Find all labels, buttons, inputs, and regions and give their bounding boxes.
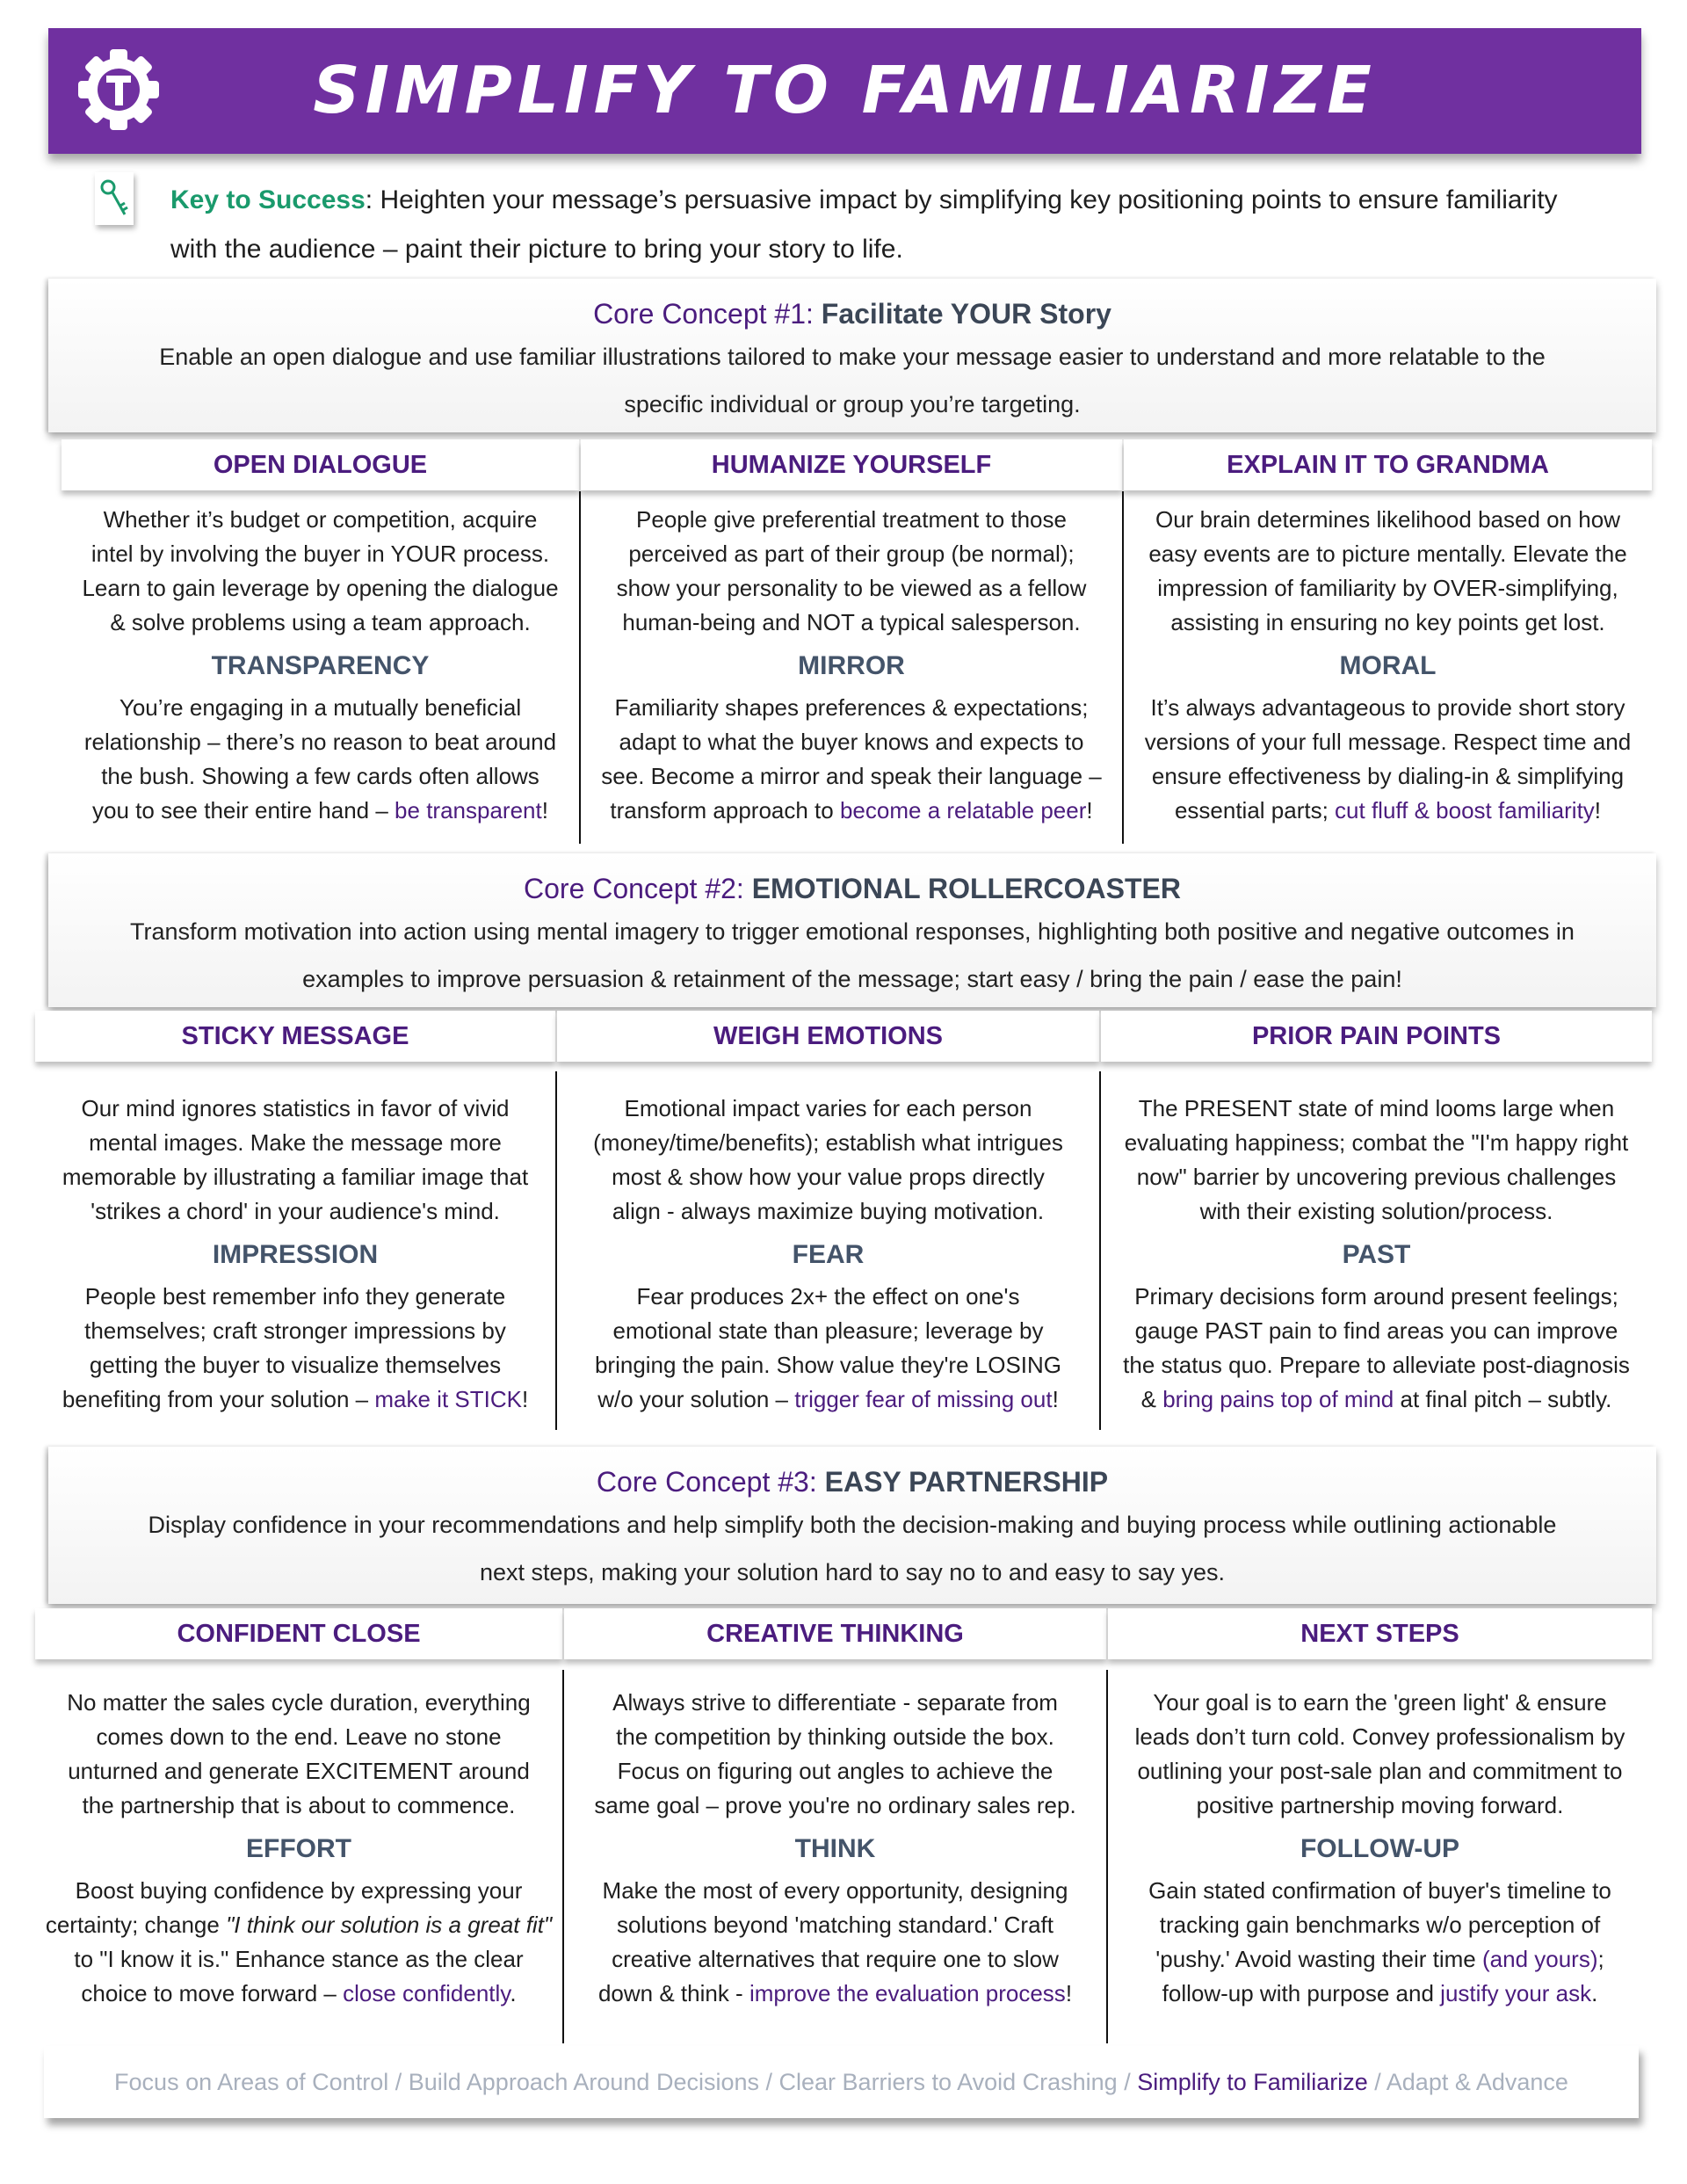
column-subheading: MIRROR	[798, 651, 905, 680]
text-line	[559, 1720, 1111, 1754]
column-heading: NEXT STEPS	[1108, 1608, 1652, 1659]
text-segment: you to see their entire hand –	[92, 797, 395, 824]
text-line	[1103, 1720, 1657, 1754]
column-divider	[1122, 491, 1124, 844]
text-line	[30, 1280, 561, 1314]
text-line	[1103, 1908, 1657, 1942]
text-line	[1119, 606, 1657, 640]
column-heading: STICKY MESSAGE	[35, 1011, 555, 1062]
highlight-text: become a relatable peer	[839, 797, 1087, 824]
text-segment: solutions beyond 'matching standard.' Craft	[617, 1912, 1053, 1938]
column-heading: CONFIDENT CLOSE	[35, 1608, 562, 1659]
text-segment: perceived as part of their group (be normal);	[628, 541, 1075, 567]
italic-text: "I think our solution is a great fit"	[226, 1912, 553, 1938]
text-line	[56, 691, 584, 725]
concept-number: Core Concept #3:	[596, 1466, 825, 1498]
text-line	[30, 1382, 561, 1417]
text-segment: relationship – there’s no reason to beat around	[83, 729, 557, 755]
column-divider	[562, 1670, 564, 2043]
text-segment: emotional state than pleasure; leverage by	[612, 1317, 1044, 1344]
highlight-text: be transparent	[395, 797, 542, 824]
concept-number: Core Concept #2:	[524, 873, 752, 904]
text-segment: Our brain determines likelihood based on how	[1155, 506, 1620, 533]
key-text: : Heighten your message’s persuasive impact by simplifying key positioning points to ensure familiarity with the audience – paint their picture to bring your story to life.	[170, 185, 1558, 264]
text-segment: the bush. Showing a few cards often allows	[101, 763, 539, 789]
column-subheading: THINK	[794, 1834, 876, 1863]
highlight-text: improve the evaluation process	[749, 1980, 1066, 2006]
text-segment: transform approach to	[610, 797, 840, 824]
text-line	[576, 537, 1127, 571]
core-concept-3	[48, 1447, 1656, 1604]
text-segment: Whether it’s budget or competition, acquire	[103, 506, 538, 533]
text-line	[1119, 691, 1657, 725]
key-to-success	[170, 176, 1594, 274]
text-line	[1096, 1126, 1657, 1160]
column-heading: CREATIVE THINKING	[564, 1608, 1106, 1659]
text-line	[552, 1126, 1104, 1160]
column-divider	[1106, 1670, 1108, 2043]
text-line	[1119, 794, 1657, 828]
text-line	[552, 1280, 1104, 1314]
text-line	[559, 1754, 1111, 1789]
text-line	[1119, 725, 1657, 759]
text-line	[1103, 1874, 1657, 1908]
text-segment: same goal – prove you're no ordinary sales rep.	[594, 1792, 1076, 1818]
column-subheading: FOLLOW-UP	[1300, 1834, 1460, 1863]
text-segment: assisting in ensuring no key points get lost.	[1170, 609, 1605, 635]
concept-description: Display confidence in your recommendations and help simplify both the decision-making and buying process while outlining actionable	[148, 1512, 1557, 1538]
footer-item[interactable]: Adapt & Advance	[1386, 2069, 1568, 2095]
text-segment: gauge PAST pain to find areas you can improve	[1134, 1317, 1618, 1344]
text-segment: the status quo. Prepare to alleviate post-diagnosis	[1123, 1352, 1630, 1378]
text-segment: ensure effectiveness by dialing-in & simplifying	[1151, 763, 1625, 789]
text-segment: creative alternatives that require one to slow	[612, 1946, 1059, 1972]
text-segment: !	[1086, 797, 1093, 824]
column-content	[1096, 1092, 1657, 1417]
text-line	[30, 1686, 568, 1720]
text-segment: Familiarity shapes preferences & expectations;	[614, 694, 1089, 721]
text-segment: show your personality to be viewed as a fellow	[616, 575, 1087, 601]
highlight-text: (and yours)	[1481, 1946, 1598, 1972]
text-line	[1119, 537, 1657, 571]
concept-name: EMOTIONAL ROLLERCOASTER	[751, 873, 1181, 904]
text-segment: The PRESENT state of mind looms large when	[1138, 1095, 1615, 1121]
core-concept-2	[48, 853, 1656, 1007]
text-segment: Our mind ignores statistics in favor of vivid	[81, 1095, 510, 1121]
text-segment: benefiting from your solution –	[62, 1386, 375, 1412]
text-segment: most & show how your value props directly	[612, 1164, 1045, 1190]
column-divider	[579, 491, 581, 844]
text-line	[1103, 1977, 1657, 2011]
concept-title	[48, 1462, 1656, 1501]
concept-description: specific individual or group you’re targeting.	[624, 391, 1081, 417]
text-line	[576, 606, 1127, 640]
highlight-text: justify your ask	[1440, 1980, 1592, 2006]
highlight-text: close confidently	[343, 1980, 510, 2006]
footer-separator: /	[1367, 2069, 1387, 2095]
text-segment: essential parts;	[1174, 797, 1336, 824]
column-subheading: TRANSPARENCY	[211, 651, 430, 680]
text-segment: adapt to what the buyer knows and expects to	[619, 729, 1084, 755]
text-segment: &	[1140, 1386, 1163, 1412]
text-line	[559, 1874, 1111, 1908]
text-segment: !	[1594, 797, 1602, 824]
text-line	[552, 1314, 1104, 1348]
text-segment: align - always maximize buying motivation.	[612, 1198, 1045, 1224]
concept-name: EASY PARTNERSHIP	[824, 1466, 1109, 1498]
column-content	[1103, 1686, 1657, 2011]
text-segment: now" barrier by uncovering previous challenges	[1136, 1164, 1617, 1190]
footer-item[interactable]: Focus on Areas of Control	[114, 2069, 389, 2095]
text-line	[552, 1092, 1104, 1126]
text-line	[552, 1382, 1104, 1417]
text-line	[56, 794, 584, 828]
text-line	[559, 1908, 1111, 1942]
column-divider	[555, 1071, 557, 1430]
text-segment: themselves; craft stronger impressions by	[84, 1317, 506, 1344]
key-icon	[95, 172, 134, 225]
core-concept-1	[48, 279, 1656, 432]
concept-name: Facilitate YOUR Story	[821, 298, 1111, 330]
text-line	[56, 537, 584, 571]
text-line	[1119, 503, 1657, 537]
text-line	[1103, 1686, 1657, 1720]
text-line	[30, 1789, 568, 1823]
column-subheading: PAST	[1342, 1240, 1411, 1269]
text-line	[1096, 1280, 1657, 1314]
column-content	[552, 1092, 1104, 1417]
text-line	[1119, 571, 1657, 606]
text-line	[576, 759, 1127, 794]
text-segment: leads don’t turn cold. Convey professionalism by	[1134, 1723, 1625, 1750]
text-segment: 'pushy.' Avoid wasting their time	[1155, 1946, 1482, 1972]
footer-separator: /	[388, 2069, 409, 2095]
text-segment: .	[510, 1980, 517, 2006]
text-line	[56, 503, 584, 537]
text-segment: Learn to gain leverage by opening the dialogue	[82, 575, 559, 601]
text-segment: the partnership that is about to commence.	[82, 1792, 516, 1818]
footer-item[interactable]: Build Approach Around Decisions	[408, 2069, 759, 2095]
text-line	[30, 1942, 568, 1977]
gear-logo-icon	[75, 46, 163, 134]
text-line	[559, 1789, 1111, 1823]
text-segment: tracking gain benchmarks w/o perception of	[1159, 1912, 1601, 1938]
concept-title	[48, 294, 1656, 333]
column-subheading: IMPRESSION	[212, 1240, 379, 1269]
text-segment: human-being and NOT a typical salesperson.	[622, 609, 1081, 635]
footer-nav	[44, 2046, 1639, 2118]
column-subheading: FEAR	[792, 1240, 865, 1269]
key-label: Key to Success	[170, 185, 366, 214]
text-line	[1103, 1789, 1657, 1823]
footer-separator: /	[1117, 2069, 1138, 2095]
text-segment: .	[1591, 1980, 1598, 2006]
text-segment: It’s always advantageous to provide short story	[1150, 694, 1625, 721]
text-line	[559, 1942, 1111, 1977]
text-segment: No matter the sales cycle duration, everything	[67, 1689, 531, 1716]
text-segment: impression of familiarity by OVER-simplifying,	[1157, 575, 1618, 601]
text-line	[56, 571, 584, 606]
column-content	[30, 1092, 561, 1417]
text-segment: People best remember info they generate	[84, 1283, 506, 1310]
column-heading: HUMANIZE YOURSELF	[581, 439, 1122, 490]
column-heading: EXPLAIN IT TO GRANDMA	[1124, 439, 1652, 490]
text-segment: follow-up with purpose and	[1162, 1980, 1441, 2006]
text-line	[1096, 1194, 1657, 1229]
concept-title	[48, 869, 1656, 908]
text-segment: mental images. Make the message more	[89, 1129, 502, 1156]
text-segment: !	[1052, 1386, 1059, 1412]
text-segment: with their existing solution/process.	[1199, 1198, 1553, 1224]
text-segment: choice to move forward –	[81, 1980, 344, 2006]
text-segment: intel by involving the buyer in YOUR process.	[91, 541, 550, 567]
column-heading: PRIOR PAIN POINTS	[1101, 1011, 1652, 1062]
page-title: SIMPLIFY TO FAMILIARIZE	[313, 53, 1377, 128]
text-line	[1103, 1942, 1657, 1977]
column-subheading: EFFORT	[246, 1834, 351, 1863]
text-segment: comes down to the end. Leave no stone	[96, 1723, 502, 1750]
text-segment: You’re engaging in a mutually beneficial	[119, 694, 522, 721]
text-segment: Gain stated confirmation of buyer's timeline to	[1148, 1877, 1611, 1904]
concept-number: Core Concept #1:	[593, 298, 822, 330]
text-segment: (money/time/benefits); establish what intrigues	[593, 1129, 1063, 1156]
text-segment: !	[1065, 1980, 1073, 2006]
text-segment: see. Become a mirror and speak their language –	[601, 763, 1102, 789]
footer-separator: /	[759, 2069, 779, 2095]
text-segment: Make the most of every opportunity, designing	[602, 1877, 1068, 1904]
column-heading: OPEN DIALOGUE	[62, 439, 579, 490]
text-line	[30, 1754, 568, 1789]
text-line	[576, 571, 1127, 606]
text-segment: unturned and generate EXCITEMENT around	[68, 1758, 530, 1784]
text-segment: !	[541, 797, 548, 824]
column-content	[576, 503, 1127, 828]
text-segment: Your goal is to earn the 'green light' & ensure	[1153, 1689, 1607, 1716]
text-line	[30, 1160, 561, 1194]
text-segment: People give preferential treatment to those	[636, 506, 1067, 533]
highlight-text: trigger fear of missing out	[794, 1386, 1053, 1412]
text-segment: at final pitch – subtly.	[1394, 1386, 1612, 1412]
text-segment: ;	[1597, 1946, 1604, 1972]
highlight-text: cut fluff & boost familiarity	[1335, 797, 1595, 824]
concept-description: Transform motivation into action using mental imagery to trigger emotional responses, highlighting both positive and negative outcomes in	[130, 918, 1575, 945]
text-line	[576, 503, 1127, 537]
text-line	[559, 1977, 1111, 2011]
text-line	[56, 725, 584, 759]
highlight-text: bring pains top of mind	[1162, 1386, 1394, 1412]
text-line	[30, 1092, 561, 1126]
footer-item[interactable]: Simplify to Familiarize	[1137, 2069, 1368, 2095]
column-content	[1119, 503, 1657, 828]
text-line	[1096, 1348, 1657, 1382]
text-line	[576, 725, 1127, 759]
text-segment: the competition by thinking outside the box.	[616, 1723, 1054, 1750]
text-line	[30, 1126, 561, 1160]
text-line	[1096, 1382, 1657, 1417]
text-segment: to "I know it is." Enhance stance as the clear	[74, 1946, 524, 1972]
text-line	[552, 1194, 1104, 1229]
text-line	[30, 1720, 568, 1754]
column-heading: WEIGH EMOTIONS	[557, 1011, 1099, 1062]
text-segment: certainty; change	[45, 1912, 227, 1938]
footer-item[interactable]: Clear Barriers to Avoid Crashing	[778, 2069, 1118, 2095]
text-segment: Fear produces 2x+ the effect on one's	[636, 1283, 1020, 1310]
text-line	[30, 1874, 568, 1908]
text-line	[56, 606, 584, 640]
text-segment: Emotional impact varies for each person	[624, 1095, 1032, 1121]
text-segment: !	[521, 1386, 529, 1412]
text-segment: Always strive to differentiate - separate from	[612, 1689, 1058, 1716]
text-line	[1096, 1160, 1657, 1194]
column-divider	[1099, 1071, 1101, 1430]
text-line	[559, 1686, 1111, 1720]
text-segment: memorable by illustrating a familiar image that	[62, 1164, 529, 1190]
column-content	[30, 1686, 568, 2011]
text-line	[30, 1977, 568, 2011]
text-line	[30, 1194, 561, 1229]
title-banner	[48, 28, 1641, 154]
concept-description: next steps, making your solution hard to say no to and easy to say yes.	[480, 1559, 1225, 1585]
text-line	[30, 1908, 568, 1942]
text-segment: down & think -	[597, 1980, 749, 2006]
text-segment: Focus on figuring out angles to achieve the	[617, 1758, 1053, 1784]
text-line	[30, 1348, 561, 1382]
text-line	[1103, 1754, 1657, 1789]
text-line	[1119, 759, 1657, 794]
text-segment: bringing the pain. Show value they're LOSING	[594, 1352, 1062, 1378]
text-line	[576, 794, 1127, 828]
concept-description: Enable an open dialogue and use familiar illustrations tailored to make your message easier to understand and more relatable to the	[159, 344, 1546, 370]
text-segment: Primary decisions form around present feelings;	[1134, 1283, 1618, 1310]
text-segment: 'strikes a chord' in your audience's mind.	[91, 1198, 500, 1224]
text-line	[576, 691, 1127, 725]
text-segment: & solve problems using a team approach.	[110, 609, 531, 635]
text-segment: getting the buyer to visualize themselves	[89, 1352, 502, 1378]
column-subheading: MORAL	[1339, 651, 1437, 680]
text-segment: evaluating happiness; combat the "I'm happy right	[1124, 1129, 1629, 1156]
text-line	[552, 1348, 1104, 1382]
text-segment: versions of your full message. Respect time and	[1144, 729, 1632, 755]
text-line	[1096, 1092, 1657, 1126]
text-line	[30, 1314, 561, 1348]
text-segment: easy events are to picture mentally. Elevate the	[1148, 541, 1627, 567]
text-line	[1096, 1314, 1657, 1348]
text-segment: w/o your solution –	[597, 1386, 795, 1412]
text-segment: Boost buying confidence by expressing your	[75, 1877, 523, 1904]
column-content	[559, 1686, 1111, 2011]
text-line	[552, 1160, 1104, 1194]
highlight-text: make it STICK	[374, 1386, 522, 1412]
concept-description: examples to improve persuasion & retainment of the message; start easy / bring the pain / ease the pain!	[302, 966, 1402, 992]
column-content	[56, 503, 584, 828]
text-segment: positive partnership moving forward.	[1196, 1792, 1564, 1818]
text-segment: outlining your post-sale plan and commitment to	[1137, 1758, 1623, 1784]
text-line	[56, 759, 584, 794]
